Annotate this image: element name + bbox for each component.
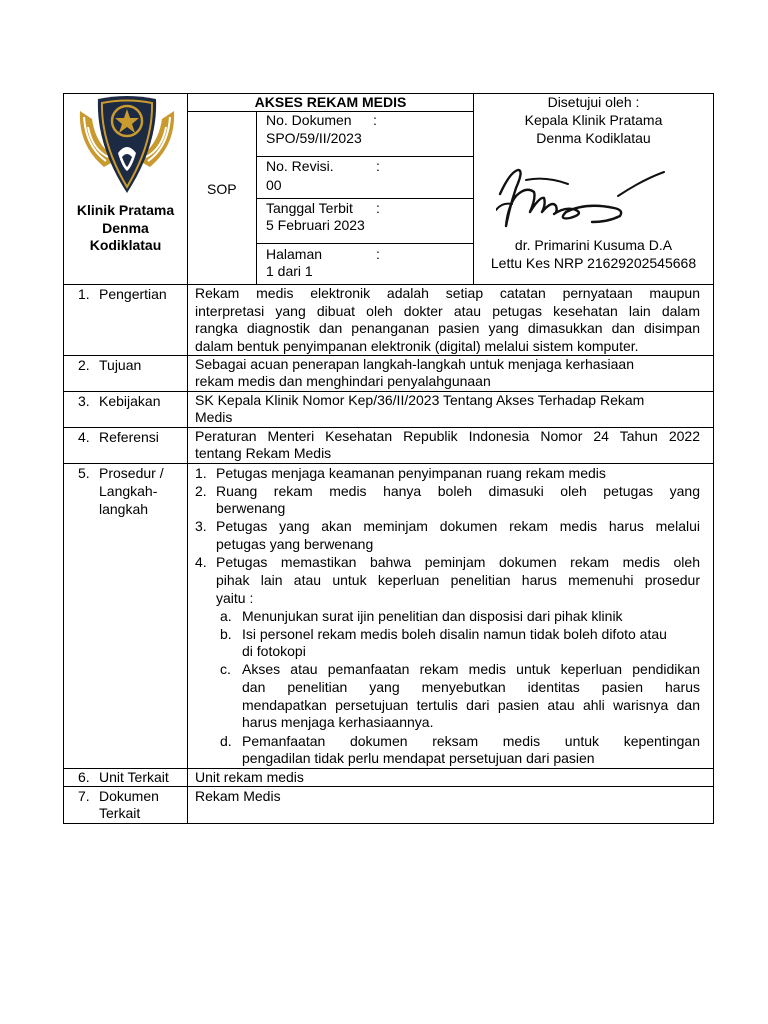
row-label: Referensi — [99, 429, 159, 445]
step-line: Petugas menjaga keamanan penyimpanan ruang rekam medis — [216, 465, 606, 481]
substep-line: Akses atau pemanfaatan rekam medis untuk keperluan pendidikan — [242, 661, 700, 677]
row-number: 4. — [78, 429, 90, 445]
row-content-line: SK Kepala Klinik Nomor Kep/36/II/2023 Tentang Akses Terhadap Rekam — [195, 392, 645, 408]
substep-line: mendapatkan persetujuan tertulis dari pasien atau ahli warisnya dan — [242, 697, 700, 713]
row-content-line: Unit rekam medis — [195, 769, 304, 785]
row-content-line: dalam bentuk penyimpanan elektronik (digital) melalui sistem komputer. — [195, 337, 639, 354]
row-content-line: Rekam Medis — [195, 788, 281, 804]
meta-value-document-number: SPO/59/II/2023 — [266, 130, 362, 146]
clinic-name-line: Klinik Pratama — [76, 202, 175, 218]
substep-line: pengadilan tidak perlu mendapat persetujuan dari pasien — [242, 750, 595, 766]
substep-marker: b. — [220, 626, 232, 642]
meta-colon: : — [373, 112, 377, 128]
row-label: Langkah- — [99, 483, 158, 499]
approval-position: Kepala Klinik Pratama — [524, 112, 663, 128]
meta-label-document-number: No. Dokumen — [266, 112, 352, 128]
row-content-line: tentang Rekam Medis — [195, 445, 332, 461]
meta-value-revision: 00 — [266, 177, 282, 193]
step-line: Petugas memastikan bahwa peminjam dokumen rekam medis oleh — [216, 554, 700, 570]
row-number: 5. — [78, 465, 90, 481]
row-label: Unit Terkait — [99, 769, 169, 785]
approval-position: Denma Kodiklatau — [536, 130, 651, 146]
meta-label-issue-date: Tanggal Terbit — [266, 200, 353, 216]
row-number: 7. — [78, 788, 90, 804]
row-number: 3. — [78, 393, 90, 409]
substep-line: Menunjukan surat ijin penelitian dan disposisi dari pihak klinik — [242, 608, 623, 624]
row-label: Prosedur / — [99, 465, 164, 481]
row-content-line: Sebagai acuan penerapan langkah-langkah untuk menjaga kerhasiaan — [195, 356, 634, 372]
row-content-line: rekam medis dan menghindari penyalahgunaan — [195, 373, 491, 389]
row-number: 1. — [78, 286, 90, 302]
row-label: Kebijakan — [99, 393, 161, 409]
step-line: yaitu : — [216, 590, 254, 606]
step-line: Petugas yang akan meminjam dokumen rekam medis harus melalui — [216, 518, 700, 534]
step-marker: 2. — [195, 483, 207, 499]
row-content-line: Rekam medis elektronik adalah setiap catatan pernyataan maupun — [195, 285, 700, 301]
row-number: 2. — [78, 357, 90, 373]
signature — [496, 166, 668, 232]
step-line: berwenang — [216, 500, 286, 516]
substep-line: di fotokopi — [242, 643, 306, 659]
row-label: Terkait — [99, 805, 141, 821]
step-marker: 4. — [195, 554, 207, 570]
row-content-line: rangka diagnostik dan penanganan pasien yang dimasukkan dan disimpan — [195, 320, 700, 336]
signature-icon — [496, 166, 668, 232]
step-line: petugas yang berwenang — [216, 536, 374, 552]
meta-colon: : — [376, 200, 380, 216]
substep-line: dan penelitian yang menyebutkan identitas pasien harus — [242, 679, 700, 695]
step-line: pihak lain atau untuk keperluan penelitian harus memenuhi prosedur — [216, 572, 700, 588]
clinic-name-line: Denma — [102, 220, 149, 236]
substep-marker: d. — [220, 733, 232, 749]
row-label: Tujuan — [99, 357, 142, 373]
signer-rank: Lettu Kes NRP 21629202545668 — [490, 255, 697, 271]
row-content-line: Peraturan Menteri Kesehatan Republik Indonesia Nomor 24 Tahun 2022 — [195, 428, 700, 444]
row-label: Dokumen — [99, 788, 159, 804]
substep-line: Isi personel rekam medis boleh disalin namun tidak boleh difoto atau — [242, 626, 667, 642]
row-content-line: interpretasi yang dibuat oleh dokter atau petugas kesehatan lain dalam — [195, 302, 700, 319]
clinic-logo — [74, 95, 180, 199]
row-content-line: Medis — [195, 409, 233, 425]
clinic-name-line: Kodiklatau — [89, 237, 162, 253]
row-number: 6. — [78, 769, 90, 785]
meta-colon: : — [376, 246, 380, 262]
step-marker: 1. — [195, 465, 207, 481]
meta-colon: : — [376, 158, 380, 174]
substep-line: Pemanfaatan dokumen reksam medis untuk kepentingan — [242, 733, 700, 749]
approval-heading: Disetujui oleh : — [547, 94, 640, 110]
meta-value-page: 1 dari 1 — [266, 263, 313, 279]
document-title: AKSES REKAM MEDIS — [254, 94, 407, 110]
meta-label-page: Halaman — [266, 246, 323, 262]
step-line: Ruang rekam medis hanya boleh dimasuki oleh petugas yang — [216, 483, 700, 499]
substep-line: harus menjaga kerhasiaannya. — [242, 714, 434, 730]
step-marker: 3. — [195, 518, 207, 534]
substep-marker: a. — [220, 608, 232, 624]
meta-value-issue-date: 5 Februari 2023 — [266, 217, 365, 233]
row-label: langkah — [99, 501, 149, 517]
meta-label-revision: No. Revisi. — [266, 158, 334, 174]
row-label: Pengertian — [99, 286, 167, 302]
signer-name: dr. Primarini Kusuma D.A — [514, 237, 673, 253]
substep-marker: c. — [220, 661, 231, 677]
eagle-emblem-icon — [74, 95, 180, 199]
sop-label: SOP — [207, 181, 237, 197]
